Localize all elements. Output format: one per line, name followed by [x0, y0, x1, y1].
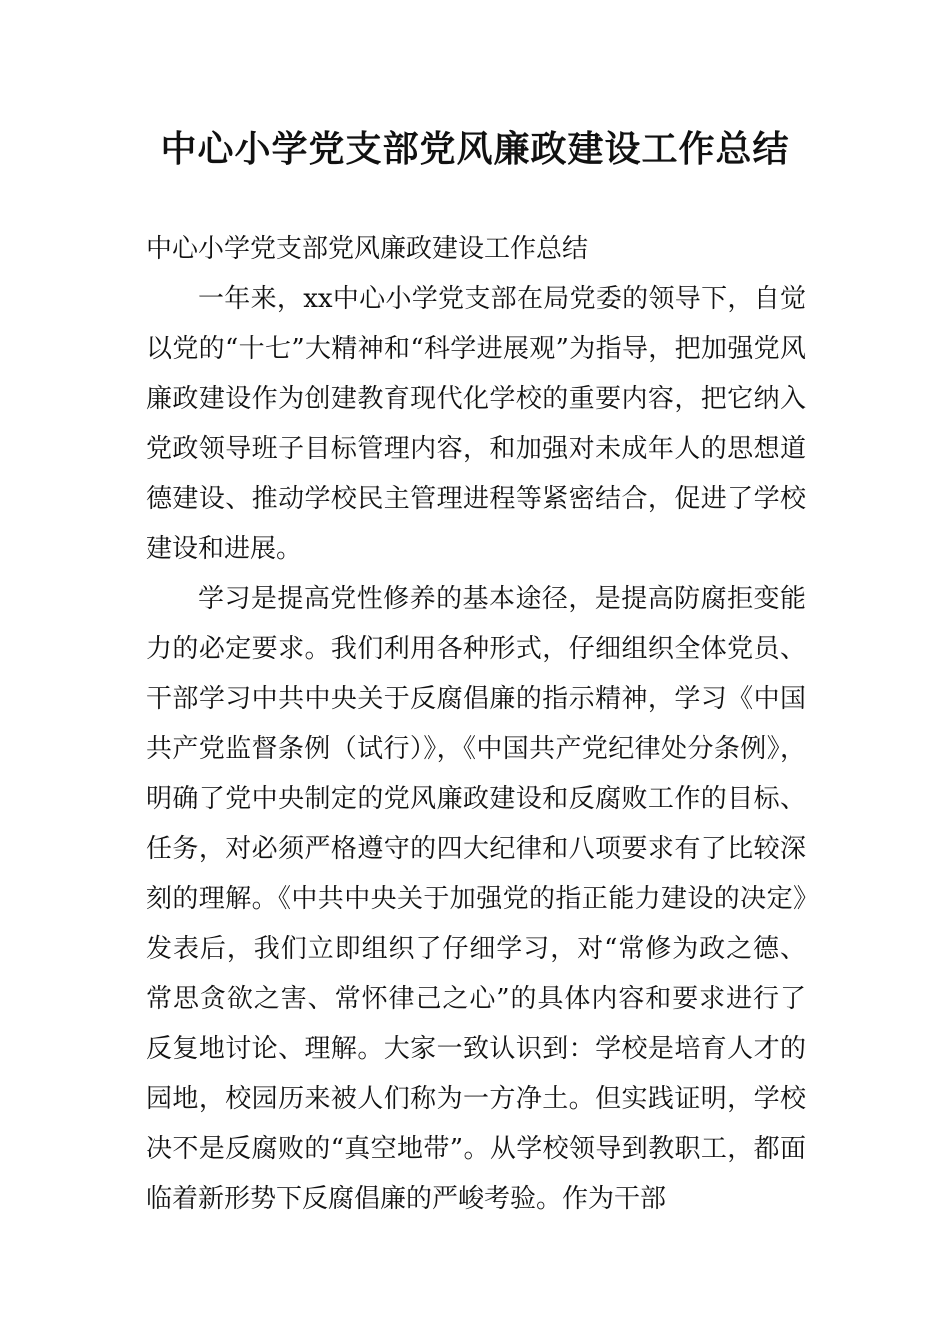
document-title: 中心小学党支部党风廉政建设工作总结 — [160, 129, 790, 170]
document-body — [146, 224, 806, 1224]
document-subtitle: 中心小学党支部党风廉政建设工作总结 — [146, 234, 589, 264]
paragraph-2: 学习是提高党性修养的基本途径，是提高防腐拒变能力的必定要求。我们利用各种形式，仔细组织全体党员、干部学习中共中央关于反腐倡廉的指示精神，学习《中国共产党监督条例（试行）》，《中国共产党纪律处分条例》，明确了党中央制定的党风廉政建设和反腐败工作的目标、任务，对必须严格遵守的四大纪律和八项要求有了比较深刻的理解。《中共中央关于加强党的指正能力建设的决定》发表后，我们立即组织了仔细学习，对“常修为政之德、常思贪欲之害、常怀律己之心”的具体内容和要求进行了反复地讨论、理解。大家一致认识到：学校是培育人才的园地，校园历来被人们称为一方净土。但实践证明，学校决不是反腐败的“真空地带”。从学校领导到教职工，都面临着新形势下反腐倡廉的严峻考验。作为干部 — [146, 584, 806, 1214]
paragraph-1: 一年来，xx中心小学党支部在局党委的领导下，自觉以党的“十七”大精神和“科学进展观”为指导，把加强党风廉政建设作为创建教育现代化学校的重要内容，把它纳入党政领导班子目标管理内容，和加强对未成年人的思想道德建设、推动学校民主管理进程等紧密结合，促进了学校建设和进展。 — [146, 284, 806, 564]
